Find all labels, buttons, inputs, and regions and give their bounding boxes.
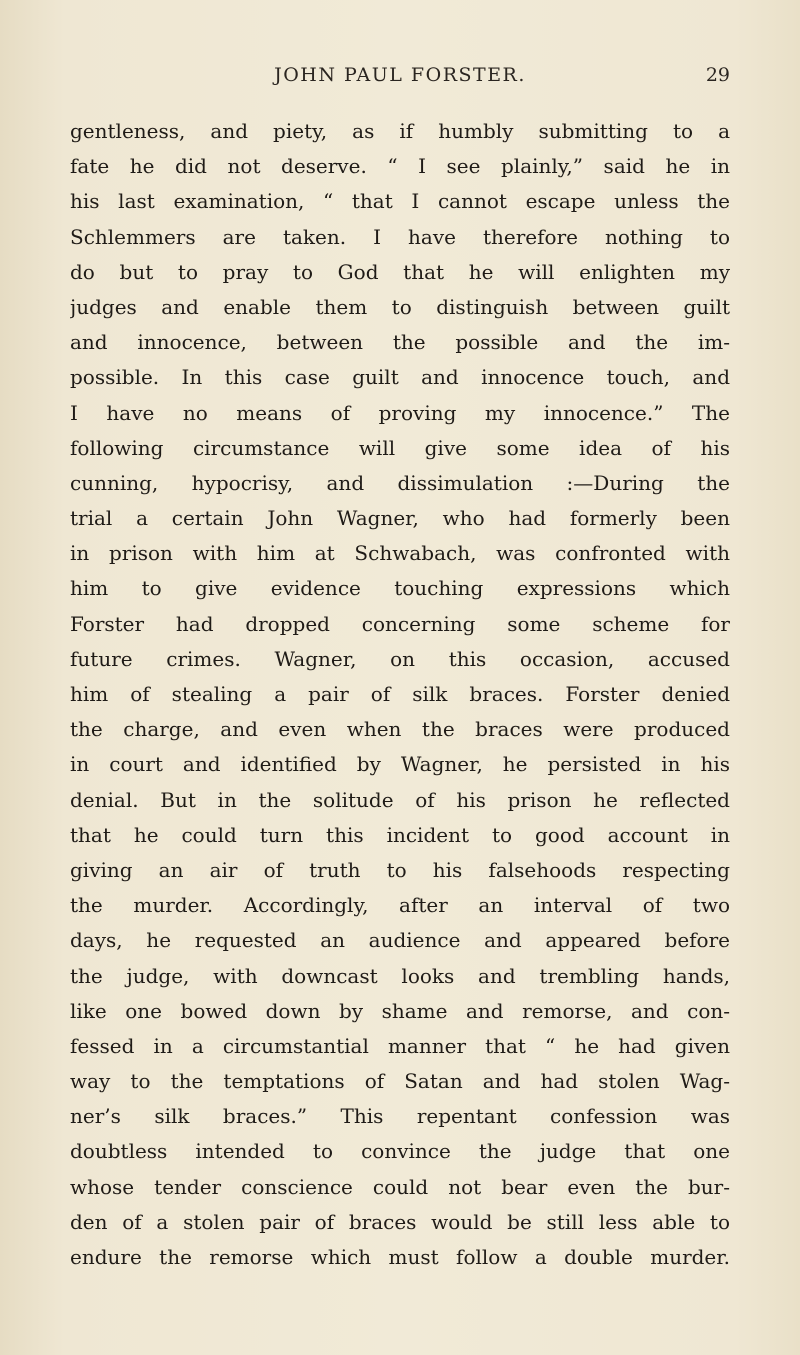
text-line: trial a certain John Wagner, who had formerly been: [70, 506, 730, 531]
text-line: like one bowed down by shame and remorse, and con-: [70, 998, 730, 1023]
text-line: cunning, hypocrisy, and dissimulation :—During the: [70, 470, 730, 495]
text-line: and innocence, between the possible and the im-: [70, 330, 730, 355]
text-line: Forster had dropped concerning some scheme for: [70, 611, 730, 636]
text-line: that he could turn this incident to good account in: [70, 822, 730, 847]
page-number: 29: [705, 64, 730, 86]
text-line: following circumstance will give some idea of his: [70, 435, 730, 460]
page-header: [70, 64, 730, 98]
text-line: in court and identified by Wagner, he persisted in his: [70, 752, 730, 777]
text-line: the charge, and even when the braces were produced: [70, 717, 730, 742]
text-line: endure the remorse which must follow a double murder.: [70, 1245, 730, 1269]
text-line: I have no means of proving my innocence.” The: [70, 400, 730, 425]
text-line: the judge, with downcast looks and trembling hands,: [70, 963, 730, 988]
text-line: possible. In this case guilt and innocence touch, and: [70, 365, 730, 390]
text-line: fate he did not deserve. “ I see plainly,” said he in: [70, 154, 730, 179]
text-line: gentleness, and piety, as if humbly submitting to a: [70, 119, 730, 143]
text-line: judges and enable them to distinguish between guilt: [70, 294, 730, 319]
text-line: fessed in a circumstantial manner that “ he had given: [70, 1033, 730, 1058]
text-line: giving an air of truth to his falsehoods respecting: [70, 857, 730, 882]
body-text: [70, 114, 730, 1275]
text-line: way to the temptations of Satan and had stolen Wag-: [70, 1069, 730, 1094]
text-line: den of a stolen pair of braces would be still less able to: [70, 1209, 730, 1234]
text-line: future crimes. Wagner, on this occasion, accused: [70, 646, 730, 671]
text-line: days, he requested an audience and appeared before: [70, 928, 730, 953]
text-line: denial. But in the solitude of his prison he reflected: [70, 787, 730, 812]
text-line: in prison with him at Schwabach, was confronted with: [70, 541, 730, 566]
text-line: Schlemmers are taken. I have therefore nothing to: [70, 224, 730, 249]
text-line: ner’s silk braces.” This repentant confession was: [70, 1104, 730, 1129]
running-title: JOHN PAUL FORSTER.: [274, 64, 526, 86]
text-line: do but to pray to God that he will enlighten my: [70, 259, 730, 284]
text-line: him to give evidence touching expressions which: [70, 576, 730, 601]
text-line: him of stealing a pair of silk braces. Forster denied: [70, 682, 730, 706]
text-line: whose tender conscience could not bear even the bur-: [70, 1174, 730, 1199]
text-line: doubtless intended to convince the judge that one: [70, 1139, 730, 1164]
text-line: his last examination, “ that I cannot escape unless the: [70, 189, 730, 214]
text-line: the murder. Accordingly, after an interval of two: [70, 893, 730, 918]
